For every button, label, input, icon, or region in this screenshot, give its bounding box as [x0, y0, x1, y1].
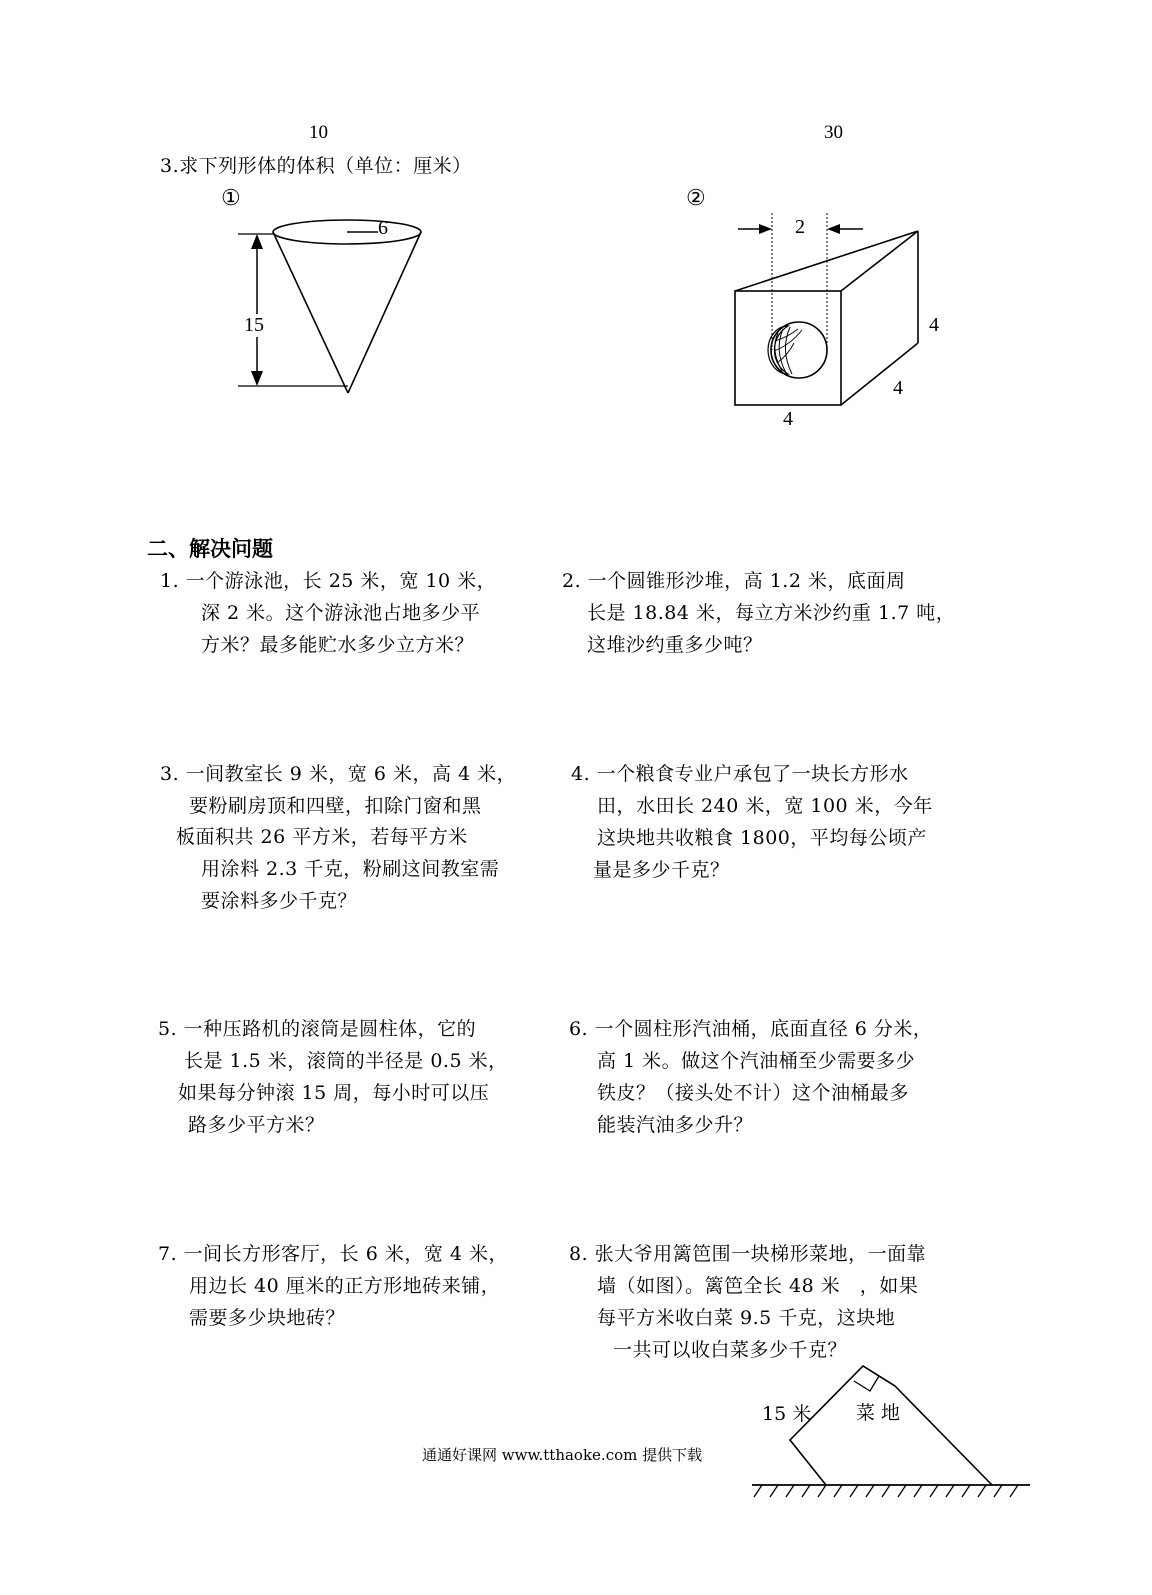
question-6-line: 高 1 米。做这个汽油桶至少需要多少	[597, 1050, 916, 1072]
question-8-line: 每平方米收白菜 9.5 千克，这块地	[597, 1307, 896, 1329]
figure2-marker: ②	[686, 186, 706, 211]
question-3-line: 要粉刷房顶和四壁，扣除门窗和黑	[189, 795, 482, 817]
question-3-line: 要涂料多少千克？	[201, 890, 358, 912]
cone-radius-label: 6	[378, 217, 388, 239]
cone-height-label: 15	[244, 314, 264, 336]
top-number-right: 30	[824, 122, 843, 143]
garden-figure	[750, 1360, 1040, 1510]
question-8-line: 一共可以收白菜多少千克？	[613, 1339, 848, 1361]
figure1-marker: ①	[221, 186, 241, 211]
question-2-line: 长是 18.84 米，每立方米沙约重 1.7 吨，	[587, 602, 956, 624]
question-1-line: 1. 一个游泳池，长 25 米，宽 10 米，	[160, 570, 497, 592]
question-7-line: 7. 一间长方形客厅，长 6 米，宽 4 米，	[158, 1243, 509, 1265]
question-8-line: 墙（如图）。篱笆全长 48 米 ，如果	[597, 1275, 919, 1297]
cone-figure	[230, 215, 440, 405]
question-4-line: 这块地共收粮食 1800，平均每公顷产	[597, 827, 927, 849]
part3-title: 3.求下列形体的体积（单位：厘米）	[160, 155, 472, 177]
question-8-line: 8. 张大爷用篱笆围一块梯形菜地，一面靠	[569, 1243, 927, 1265]
question-1-line: 方米？最多能贮水多少立方米？	[201, 634, 475, 656]
question-4-line: 田，水田长 240 米，宽 100 米，今年	[597, 795, 933, 817]
question-5-line: 长是 1.5 米，滚筒的半径是 0.5 米，	[184, 1050, 508, 1072]
box-depth-label: 4	[893, 377, 903, 399]
box-height-label: 4	[929, 314, 939, 336]
question-7-line: 需要多少块地砖？	[189, 1307, 346, 1329]
top-number-left: 10	[309, 122, 328, 143]
question-5-line: 路多少平方米？	[188, 1114, 325, 1136]
question-7-line: 用边长 40 厘米的正方形地砖来铺，	[189, 1275, 501, 1297]
question-6-line: 6. 一个圆柱形汽油桶，底面直径 6 分米，	[569, 1018, 933, 1040]
question-5-line: 5. 一种压路机的滚筒是圆柱体，它的	[158, 1018, 477, 1040]
question-3-line: 3. 一间教室长 9 米，宽 6 米，高 4 米，	[160, 763, 517, 785]
question-6-line: 铁皮？（接头处不计）这个油桶最多	[597, 1082, 910, 1104]
question-5-line: 如果每分钟滚 15 周，每小时可以压	[178, 1082, 490, 1104]
box-figure	[730, 205, 960, 420]
question-4-line: 量是多少千克？	[593, 859, 730, 881]
garden-area-label: 菜 地	[856, 1402, 901, 1424]
question-2-line: 这堆沙约重多少吨？	[587, 634, 763, 656]
question-4-line: 4. 一个粮食专业户承包了一块长方形水	[571, 763, 909, 785]
box-hole-label: 2	[795, 216, 805, 238]
garden-side-label: 15 米	[762, 1403, 812, 1425]
question-2-line: 2. 一个圆锥形沙堆，高 1.2 米，底面周	[562, 570, 906, 592]
question-3-line: 板面积共 26 平方米，若每平方米	[176, 826, 468, 848]
question-3-line: 用涂料 2.3 千克，粉刷这间教室需	[201, 858, 500, 880]
question-6-line: 能装汽油多少升？	[597, 1114, 754, 1136]
footer-text: 通通好课网 www.tthaoke.com 提供下载	[422, 1446, 703, 1464]
question-1-line: 深 2 米。这个游泳池占地多少平	[201, 602, 481, 624]
section2-title: 二、解决问题	[147, 537, 273, 561]
box-width-label: 4	[783, 408, 793, 430]
